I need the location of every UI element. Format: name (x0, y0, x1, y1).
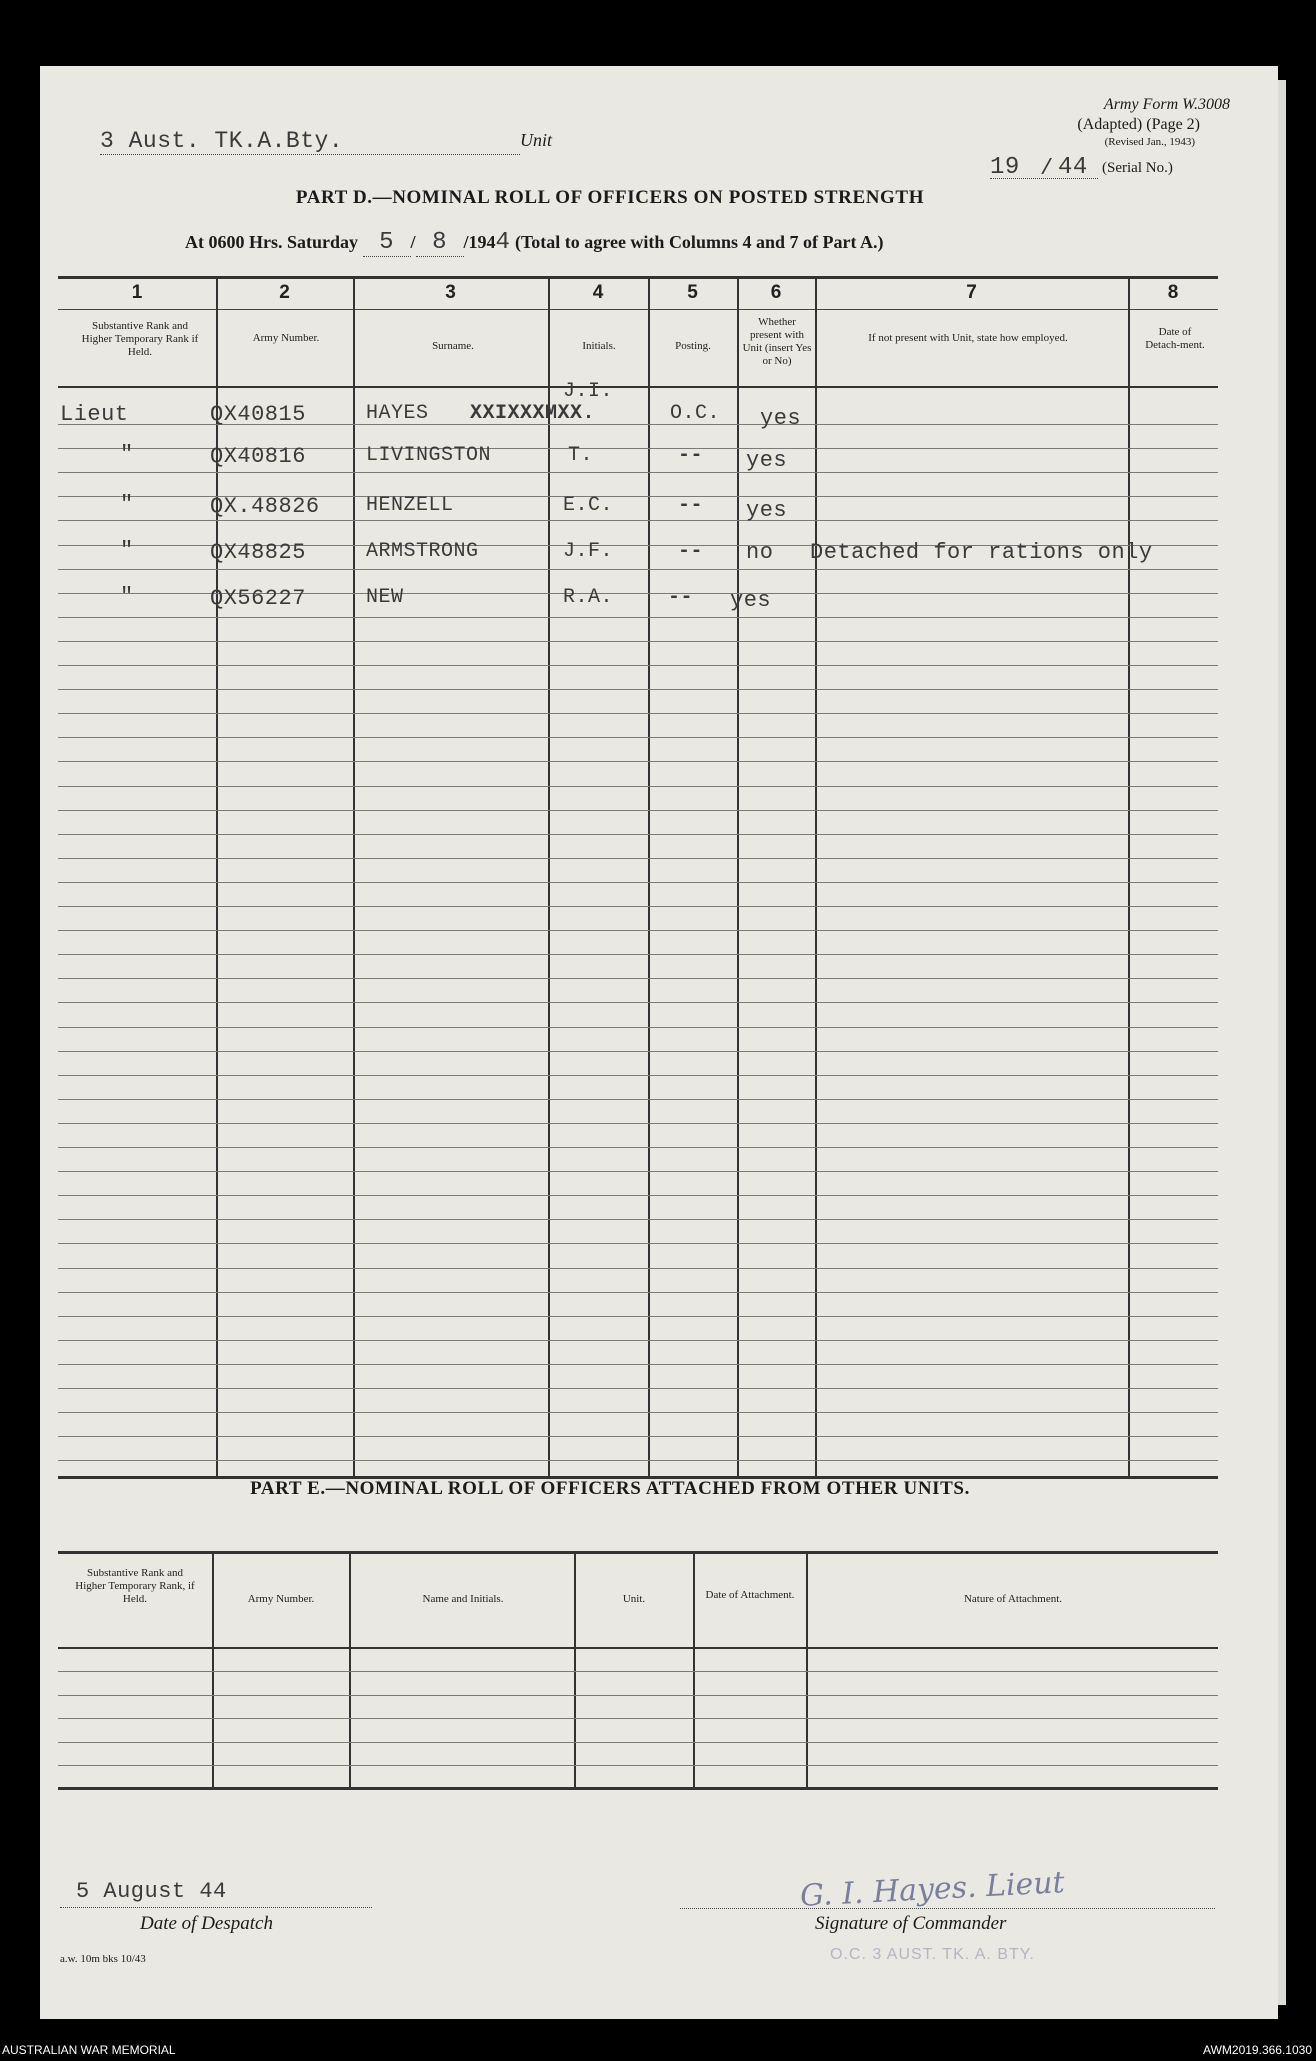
e-header-rank: Substantive Rank and Higher Temporary Rank, if Held. (75, 1567, 195, 1605)
col-number-2: 2 (279, 282, 290, 303)
initials-cell: E.C. (563, 494, 614, 517)
part-e-table (58, 1551, 1218, 1789)
employed-cell: Detached for rations only (810, 540, 1153, 565)
col-number-8: 8 (1167, 282, 1179, 303)
table-row (58, 580, 1218, 624)
col-number-3: 3 (445, 282, 456, 303)
revised-label: (Revised Jan., 1943) (1104, 136, 1195, 148)
despatch-date-label: Date of Despatch (140, 1913, 273, 1934)
day-value: 5 (363, 229, 411, 257)
table-row (58, 436, 1218, 480)
rank-cell: " (120, 492, 134, 517)
month-value: 8 (416, 229, 464, 257)
col-number-4: 4 (592, 282, 604, 303)
army-form-label: Army Form W.3008 (1103, 96, 1230, 113)
serial-label: (Serial No.) (1102, 160, 1173, 176)
unit-dotted-line (100, 154, 520, 155)
part-d-table (58, 276, 1218, 1480)
surname-cell: NEW (366, 586, 404, 609)
header-posting: Posting. (675, 340, 711, 352)
footer-left: AUSTRALIAN WAR MEMORIAL (2, 2043, 176, 2057)
rank-cell: " (120, 584, 134, 609)
e-header-army-number: Army Number. (247, 1593, 315, 1605)
form-page (40, 66, 1278, 2019)
unit-stamp: O.C. 3 AUST. TK. A. BTY. (830, 1946, 1035, 1963)
posting-cell: -- (668, 586, 694, 609)
rank-cell: " (120, 538, 134, 563)
print-code: a.w. 10m bks 10/43 (60, 1953, 146, 1965)
e-header-nature: Nature of Attachment. (963, 1593, 1063, 1605)
army-number-cell: QX.48826 (210, 494, 320, 519)
col-number-7: 7 (966, 282, 977, 303)
header-employed: If not present with Unit, state how employed. (868, 332, 1068, 344)
header-rank: Substantive Rank and Higher Temporary Rank if Held. (81, 320, 199, 358)
part-d-entries (58, 380, 1218, 613)
total-note: (Total to agree with Columns 4 and 7 of Part A.) (514, 232, 884, 252)
header-detachment-date: Date of Detach-ment. (1145, 326, 1205, 351)
posting-cell: -- (678, 444, 704, 467)
posting-cell: -- (678, 540, 704, 563)
initials-cell: J.F. (563, 540, 614, 563)
table-row (58, 532, 1218, 576)
unit-label: Unit (520, 130, 553, 150)
col-number-6: 6 (770, 282, 782, 303)
col-number-1: 1 (131, 282, 143, 303)
initials-cell: R.A. (563, 586, 614, 609)
surname-cell: ARMSTRONG (366, 540, 479, 563)
present-cell: yes (746, 448, 788, 473)
serial-dotted-line (990, 178, 1098, 179)
army-number-cell: QX48825 (210, 540, 306, 565)
part-d-title: PART D.—NOMINAL ROLL OF OFFICERS ON POSTED STRENGTH (295, 187, 925, 208)
part-e-title: PART E.—NOMINAL ROLL OF OFFICERS ATTACHED FROM OTHER UNITS. (250, 1478, 970, 1499)
despatch-dotted-line (60, 1907, 372, 1908)
rank-cell: Lieut (60, 402, 129, 427)
header-initials: Initials. (582, 340, 616, 352)
table-row (58, 380, 1218, 432)
signature-label: Signature of Commander (815, 1913, 1007, 1934)
year-prefix: /194 (463, 232, 496, 252)
e-header-attachment-date: Date of Attachment. (705, 1589, 795, 1601)
initials-cell: T. (568, 444, 594, 467)
posting-cell: -- (678, 494, 704, 517)
serial-number: 44 (1058, 154, 1088, 181)
present-cell: yes (730, 588, 772, 613)
e-header-name: Name and Initials. (422, 1593, 504, 1605)
col-number-5: 5 (687, 282, 698, 303)
adapted-label: (Adapted) (Page 2) (1077, 116, 1200, 133)
header-surname: Surname. (432, 340, 474, 352)
rank-cell: " (120, 442, 134, 467)
serial-year: 19 (990, 154, 1020, 181)
at-hours-label: At 0600 Hrs. Saturday (185, 232, 359, 252)
surname-cell: HENZELL (366, 494, 454, 517)
initials-cell: J.I. (563, 380, 614, 403)
year-digit: 4 (495, 229, 511, 256)
army-number-cell: QX40815 (210, 402, 306, 427)
footer-right: AWM2019.366.1030 (1203, 2043, 1312, 2057)
table-row (58, 484, 1218, 528)
surname-cell: HAYES (366, 402, 429, 425)
header-present: Whether present with Unit (insert Yes or No) (742, 316, 812, 367)
unit-value: 3 Aust. TK.A.Bty. (100, 128, 344, 154)
present-cell: no (746, 540, 774, 565)
present-cell: yes (760, 406, 802, 431)
army-number-cell: QX40816 (210, 444, 306, 469)
commander-signature: G. I. Hayes. Lieut (799, 1865, 1066, 1914)
e-header-unit: Unit. (622, 1593, 646, 1605)
surname-cell: LIVINGSTON (366, 444, 492, 467)
serial-number-field: 19 / 44 (Serial No.) (990, 154, 1173, 181)
signature-dotted-line (680, 1908, 1215, 1909)
struck-text: XXIXXXMXX. (470, 402, 596, 425)
posting-cell: O.C. (670, 402, 721, 425)
header-army-number: Army Number. (252, 332, 320, 344)
present-cell: yes (746, 498, 788, 523)
army-number-cell: QX56227 (210, 586, 306, 611)
despatch-date-value: 5 August 44 (76, 1879, 227, 1904)
part-d-date-line: At 0600 Hrs. Saturday 5 / 8 /1944 (Total to agree with Columns 4 and 7 of Part A.) (185, 229, 884, 256)
